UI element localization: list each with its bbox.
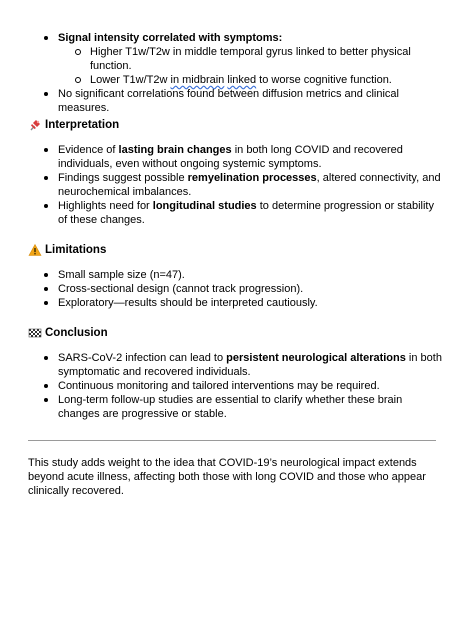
interpretation-heading — [0, 118, 475, 132]
list-item — [0, 31, 476, 45]
interp-item-1-bold: lasting brain changes — [118, 144, 232, 156]
horizontal-divider — [28, 440, 436, 441]
list-item — [0, 199, 476, 227]
interp-item-3-text: Highlights need for — [58, 200, 153, 212]
spellcheck-flag[interactable]: linked — [227, 74, 257, 86]
spellcheck-flag[interactable]: in midbrain — [170, 74, 225, 86]
limitations-list — [0, 268, 476, 310]
interp-item-3-rest: to determine progression or stability of these changes. — [58, 200, 434, 226]
list-item — [0, 282, 476, 296]
concl-item-1-text: SARS-CoV-2 infection can lead to — [58, 352, 227, 364]
interpretation-title: Interpretation — [45, 119, 120, 131]
checkered-flag-icon — [28, 326, 42, 340]
interp-item-2-text: Findings suggest possible — [58, 172, 188, 184]
list-item — [0, 296, 476, 310]
list-item — [0, 379, 476, 393]
interpretation-list — [0, 143, 476, 227]
limitation-2: Cross-sectional design (cannot track progression). — [58, 283, 304, 295]
conclusion-heading — [0, 326, 475, 340]
interp-item-2-bold: remyelination processes — [187, 172, 317, 184]
sub-list-item — [0, 73, 476, 87]
limitations-heading — [0, 243, 475, 257]
interp-item-3-bold: longitudinal studies — [152, 200, 257, 212]
signal-sub-item-1: Higher T1w/T2w in middle temporal gyrus linked to better physical function. — [90, 46, 411, 72]
pushpin-icon — [28, 118, 42, 132]
warning-icon — [28, 243, 42, 257]
concl-item-3: Long-term follow-up studies are essential to clarify whether these brain changes are progressive or stable. — [58, 394, 403, 420]
concl-item-1-bold: persistent neurological alterations — [226, 352, 406, 364]
signal-heading: Signal intensity correlated with symptoms: — [58, 32, 283, 44]
results-list-2 — [0, 87, 476, 115]
list-item — [0, 87, 476, 115]
interp-item-2-rest: , altered connectivity, and neurochemical imbalances. — [58, 172, 441, 198]
conclusion-title: Conclusion — [45, 327, 108, 339]
list-item — [0, 351, 476, 379]
signal-sublist — [0, 45, 476, 87]
limitation-1: Small sample size (n=47). — [58, 269, 185, 281]
closing-paragraph: This study adds weight to the idea that COVID-19’s neurological impact extends beyond acute illness, affecting both those with long COVID and those who appear clinically recovered. — [28, 457, 426, 497]
signal-sub-item-2-rest: to worse cognitive function. — [256, 74, 392, 86]
limitation-3: Exploratory—results should be interpreted cautiously. — [58, 297, 318, 309]
signal-sub-item-2-text: Lower T1w/T2w — [90, 74, 171, 86]
list-item — [0, 393, 476, 421]
concl-item-2: Continuous monitoring and tailored interventions may be required. — [58, 380, 380, 392]
interp-item-1-text: Evidence of — [58, 144, 119, 156]
list-item — [0, 268, 476, 282]
interp-item-1-rest: in both long COVID and recovered individuals, even without ongoing systemic symptoms. — [58, 144, 403, 170]
conclusion-list — [0, 351, 476, 421]
concl-item-1-rest: in both symptomatic and recovered individuals. — [58, 352, 442, 378]
list-item — [0, 171, 476, 199]
list-item — [0, 143, 476, 171]
limitations-title: Limitations — [45, 244, 107, 256]
results-list — [0, 31, 476, 45]
no-correlation-text: No significant correlations found between diffusion metrics and clinical measures. — [58, 88, 399, 114]
sub-list-item — [0, 45, 476, 73]
